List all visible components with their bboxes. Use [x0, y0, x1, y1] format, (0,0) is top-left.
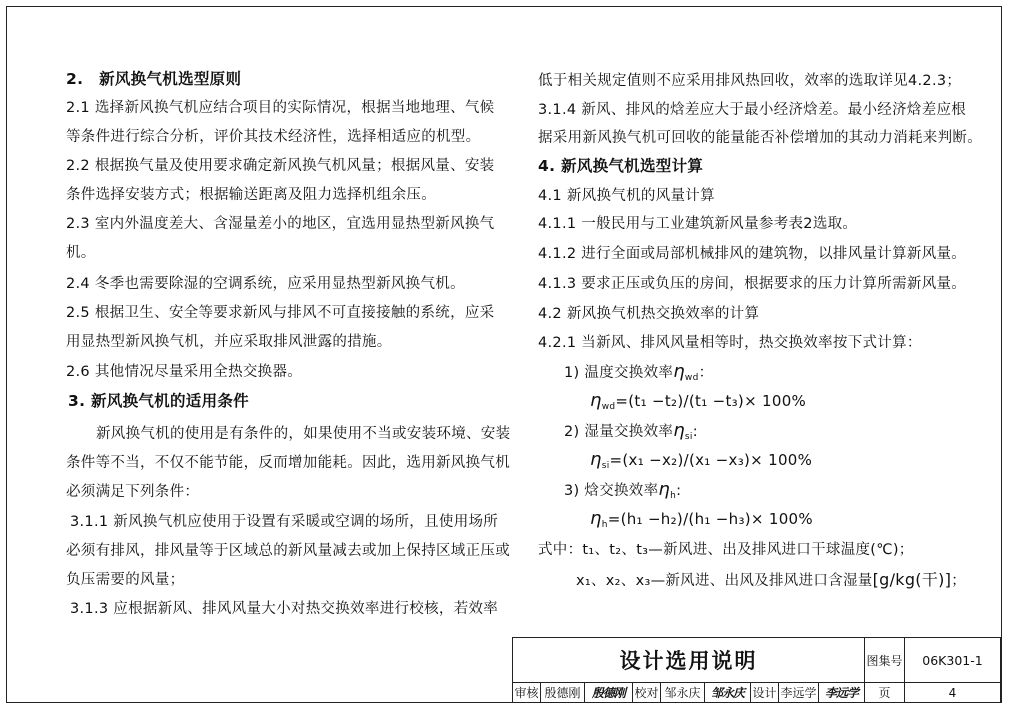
- checker-signature: 邹永庆: [705, 683, 751, 703]
- paragraph-2-3-line1: 2.3 室内外温度差大、含湿量差小的地区，宜选用显热型新风换气: [66, 216, 495, 232]
- formula-1-label: 1) 温度交换效率$\eta_{wd}$：: [564, 361, 714, 383]
- symbol-definition-2: x₁、x₂、x₃—新风进、出风及排风进口含湿量[g/kg(干)]；: [576, 570, 967, 589]
- paragraph-3-1-1-line2: 必须有排风，排风量等于区域总的新风量减去或加上保持区域正压或: [66, 543, 510, 559]
- symbol-definition-1: 式中：t₁、t₂、t₃—新风进、出及排风进口干球温度(℃)；: [538, 542, 914, 558]
- paragraph-3-line1: 新风换气机的使用是有条件的，如果使用不当或安装环境、安装: [96, 426, 511, 442]
- paragraph-4-2-1: 4.2.1 当新风、排风风量相等时，热交换效率按下式计算：: [538, 335, 922, 351]
- paragraph-3-line2: 条件等不当，不仅不能节能，反而增加能耗。因此，选用新风换气机: [66, 455, 510, 471]
- atlas-number-label: 图集号: [865, 638, 905, 683]
- paragraph-4-1-3: 4.1.3 要求正压或负压的房间，根据要求的压力计算所需新风量。: [538, 276, 967, 292]
- paragraph-4-1-2: 4.1.2 进行全面或局部机械排风的建筑物，以排风量计算新风量。: [538, 246, 967, 262]
- reviewer-signature: 殷德刚: [585, 683, 633, 703]
- title-block: [512, 637, 1002, 703]
- paragraph-3-line3: 必须满足下列条件：: [66, 484, 200, 500]
- paragraph-4-1: 4.1 新风换气机的风量计算: [538, 188, 715, 204]
- paragraph-4-2: 4.2 新风换气机热交换效率的计算: [538, 306, 760, 322]
- section-4-title: 4. 新风换气机选型计算: [538, 157, 704, 175]
- paragraph-2-5-line2: 用显热型新风换气机，并应采取排风泄露的措施。: [66, 334, 392, 350]
- formula-2: $\eta_{si}=(x_1 -x_2)/(x_1 -x_3)\times 100\%$: [590, 449, 813, 471]
- designer-signature: 李远学: [819, 683, 865, 703]
- paragraph-4-1-1: 4.1.1 一般民用与工业建筑新风量参考表2选取。: [538, 216, 858, 232]
- design-label: 设计: [751, 683, 779, 703]
- paragraph-2-6: 2.6 其他情况尽量采用全热交换器。: [66, 364, 303, 380]
- paragraph-3-1-1-line3: 负压需要的风量；: [66, 572, 185, 588]
- paragraph-2-3-line2: 机。: [66, 245, 96, 261]
- drawing-title: 设计选用说明: [513, 638, 865, 683]
- formula-3: $\eta_h=(h_1 -h_2)/(h_1 -h_3)\times 100\%$: [590, 508, 813, 530]
- reviewer-name: 殷德刚: [541, 683, 585, 703]
- section-3-title: 3. 新风换气机的适用条件: [68, 392, 249, 410]
- paragraph-3-1-4-line2: 据采用新风换气机可回收的能量能否补偿增加的其动力消耗来判断。: [538, 130, 982, 146]
- paragraph-3-1-3-line1: 3.1.3 应根据新风、排风风量大小对热交换效率进行校核，若效率: [70, 601, 499, 617]
- page-label: 页: [865, 683, 905, 703]
- section-2-title: 2. 新风换气机选型原则: [66, 70, 242, 88]
- paragraph-2-1-line2: 等条件进行综合分析，评价其技术经济性，选择相适应的机型。: [66, 129, 481, 145]
- paragraph-2-4: 2.4 冬季也需要除湿的空调系统，应采用显热型新风换气机。: [66, 276, 465, 292]
- formula-1: $\eta_{wd}=(t_1 -t_2)/(t_1 -t_3)\times 100\%$: [590, 390, 807, 412]
- paragraph-2-2-line2: 条件选择安装方式；根据输送距离及阻力选择机组余压。: [66, 187, 436, 203]
- paragraph-2-1-line1: 2.1 选择新风换气机应结合项目的实际情况，根据当地地理、气候: [66, 100, 495, 116]
- paragraph-2-5-line1: 2.5 根据卫生、安全等要求新风与排风不可直接接触的系统，应采: [66, 305, 495, 321]
- page-number: 4: [905, 683, 1001, 703]
- paragraph-3-1-3-line2: 低于相关规定值则不应采用排风热回收，效率的选取详见4.2.3；: [538, 73, 962, 89]
- checker-name: 邹永庆: [661, 683, 705, 703]
- check-label: 校对: [633, 683, 661, 703]
- review-label: 审核: [513, 683, 541, 703]
- paragraph-2-2-line1: 2.2 根据换气量及使用要求确定新风换气机风量；根据风量、安装: [66, 158, 495, 174]
- atlas-number: 06K301-1: [905, 638, 1001, 683]
- paragraph-3-1-4-line1: 3.1.4 新风、排风的焓差应大于最小经济焓差。最小经济焓差应根: [538, 102, 967, 118]
- formula-2-label: 2) 湿量交换效率$\eta_{si}$:: [564, 420, 698, 442]
- formula-3-label: 3) 焓交换效率$\eta_h$:: [564, 479, 682, 501]
- designer-name: 李远学: [779, 683, 819, 703]
- paragraph-3-1-1-line1: 3.1.1 新风换气机应使用于设置有采暖或空调的场所，且使用场所: [70, 514, 499, 530]
